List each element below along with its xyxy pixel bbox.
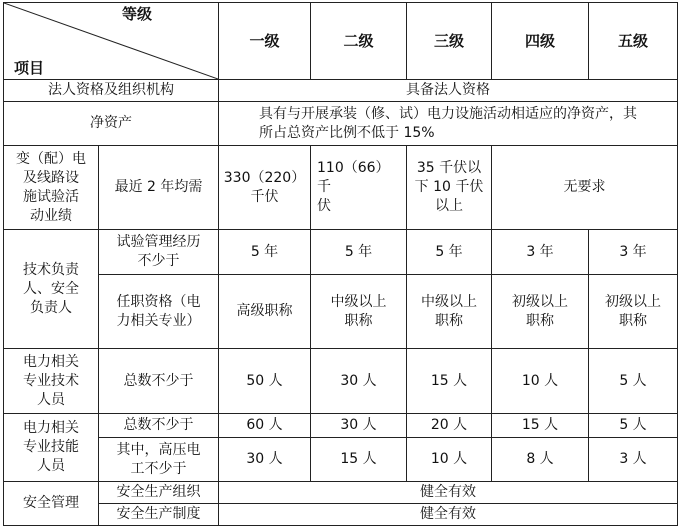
- skill-hv-level-4: 8 人: [492, 438, 589, 482]
- safety-org-sub: 安全生产组织: [99, 482, 219, 504]
- tech-lead-experience-row: [4, 230, 678, 275]
- tech-staff-level-3: 15 人: [407, 349, 492, 414]
- legal-row: [4, 80, 678, 102]
- tech-staff-label: 电力相关 专业技术 人员: [4, 349, 99, 414]
- skill-staff-total-sub: 总数不少于: [99, 414, 219, 438]
- skill-staff-hv-sub: 其中，高压电 工不少于: [99, 438, 219, 482]
- performance-level-1: 330（220） 千伏: [219, 146, 311, 230]
- title-level-3: 中级以上 职称: [407, 275, 492, 349]
- skill-staff-label: 电力相关 专业技能 人员: [4, 414, 99, 482]
- diagonal-header-cell: [4, 3, 219, 80]
- tech-staff-level-2: 30 人: [311, 349, 407, 414]
- header-item-label: 项目: [14, 59, 45, 77]
- legal-label: 法人资格及组织机构: [4, 80, 219, 102]
- safety-system-row: [4, 504, 678, 526]
- legal-value: 具备法人资格: [219, 80, 678, 102]
- performance-label: 变（配）电 及线路设 施试验活 动业绩: [4, 146, 99, 230]
- tech-staff-level-4: 10 人: [492, 349, 589, 414]
- safety-system-value: 健全有效: [219, 504, 678, 526]
- skill-hv-level-3: 10 人: [407, 438, 492, 482]
- experience-level-3: 5 年: [407, 230, 492, 275]
- skill-hv-level-2: 15 人: [311, 438, 407, 482]
- level-2-header: 二级: [311, 3, 407, 80]
- tech-lead-title-sub: 任职资格（电 力相关专业）: [99, 275, 219, 349]
- level-3-header: 三级: [407, 3, 492, 80]
- skill-hv-level-5: 3 人: [589, 438, 678, 482]
- skill-total-level-1: 60 人: [219, 414, 311, 438]
- skill-total-level-2: 30 人: [311, 414, 407, 438]
- experience-level-1: 5 年: [219, 230, 311, 275]
- performance-row: [4, 146, 678, 230]
- net-assets-label: 净资产: [4, 102, 219, 146]
- skill-staff-hv-row: [4, 438, 678, 482]
- safety-org-value: 健全有效: [219, 482, 678, 504]
- skill-total-level-3: 20 人: [407, 414, 492, 438]
- tech-lead-experience-sub: 试验管理经历 不少于: [99, 230, 219, 275]
- title-level-5: 初级以上 职称: [589, 275, 678, 349]
- skill-staff-total-row: [4, 414, 678, 438]
- net-assets-value: [219, 102, 678, 146]
- experience-level-2: 5 年: [311, 230, 407, 275]
- tech-staff-sub: 总数不少于: [99, 349, 219, 414]
- experience-level-4: 3 年: [492, 230, 589, 275]
- net-assets-row: [4, 102, 678, 146]
- header-row: [4, 3, 678, 80]
- performance-level-4-5: 无要求: [492, 146, 678, 230]
- performance-level-2: 110（66）千 伏: [311, 146, 407, 230]
- performance-sub: 最近 2 年均需: [99, 146, 219, 230]
- safety-system-sub: 安全生产制度: [99, 504, 219, 526]
- performance-level-3: 35 千伏以 下 10 千伏 以上: [407, 146, 492, 230]
- level-1-header: 一级: [219, 3, 311, 80]
- level-5-header: 五级: [589, 3, 678, 80]
- net-assets-text: 具有与开展承装（修、试）电力设施活动相适应的净资产，其 所占总资产比例不低于 15%: [259, 105, 637, 141]
- qualification-table: [3, 2, 678, 526]
- tech-staff-level-1: 50 人: [219, 349, 311, 414]
- title-level-4: 初级以上 职称: [492, 275, 589, 349]
- tech-lead-label: 技术负责 人、安全 负责人: [4, 230, 99, 349]
- level-4-header: 四级: [492, 3, 589, 80]
- title-level-2: 中级以上 职称: [311, 275, 407, 349]
- tech-staff-row: [4, 349, 678, 414]
- skill-total-level-5: 5 人: [589, 414, 678, 438]
- title-level-1: 高级职称: [219, 275, 311, 349]
- tech-lead-title-row: [4, 275, 678, 349]
- experience-level-5: 3 年: [589, 230, 678, 275]
- header-grade-label: 等级: [121, 5, 152, 23]
- safety-org-row: [4, 482, 678, 504]
- skill-hv-level-1: 30 人: [219, 438, 311, 482]
- safety-label: 安全管理: [4, 482, 99, 526]
- tech-staff-level-5: 5 人: [589, 349, 678, 414]
- skill-total-level-4: 15 人: [492, 414, 589, 438]
